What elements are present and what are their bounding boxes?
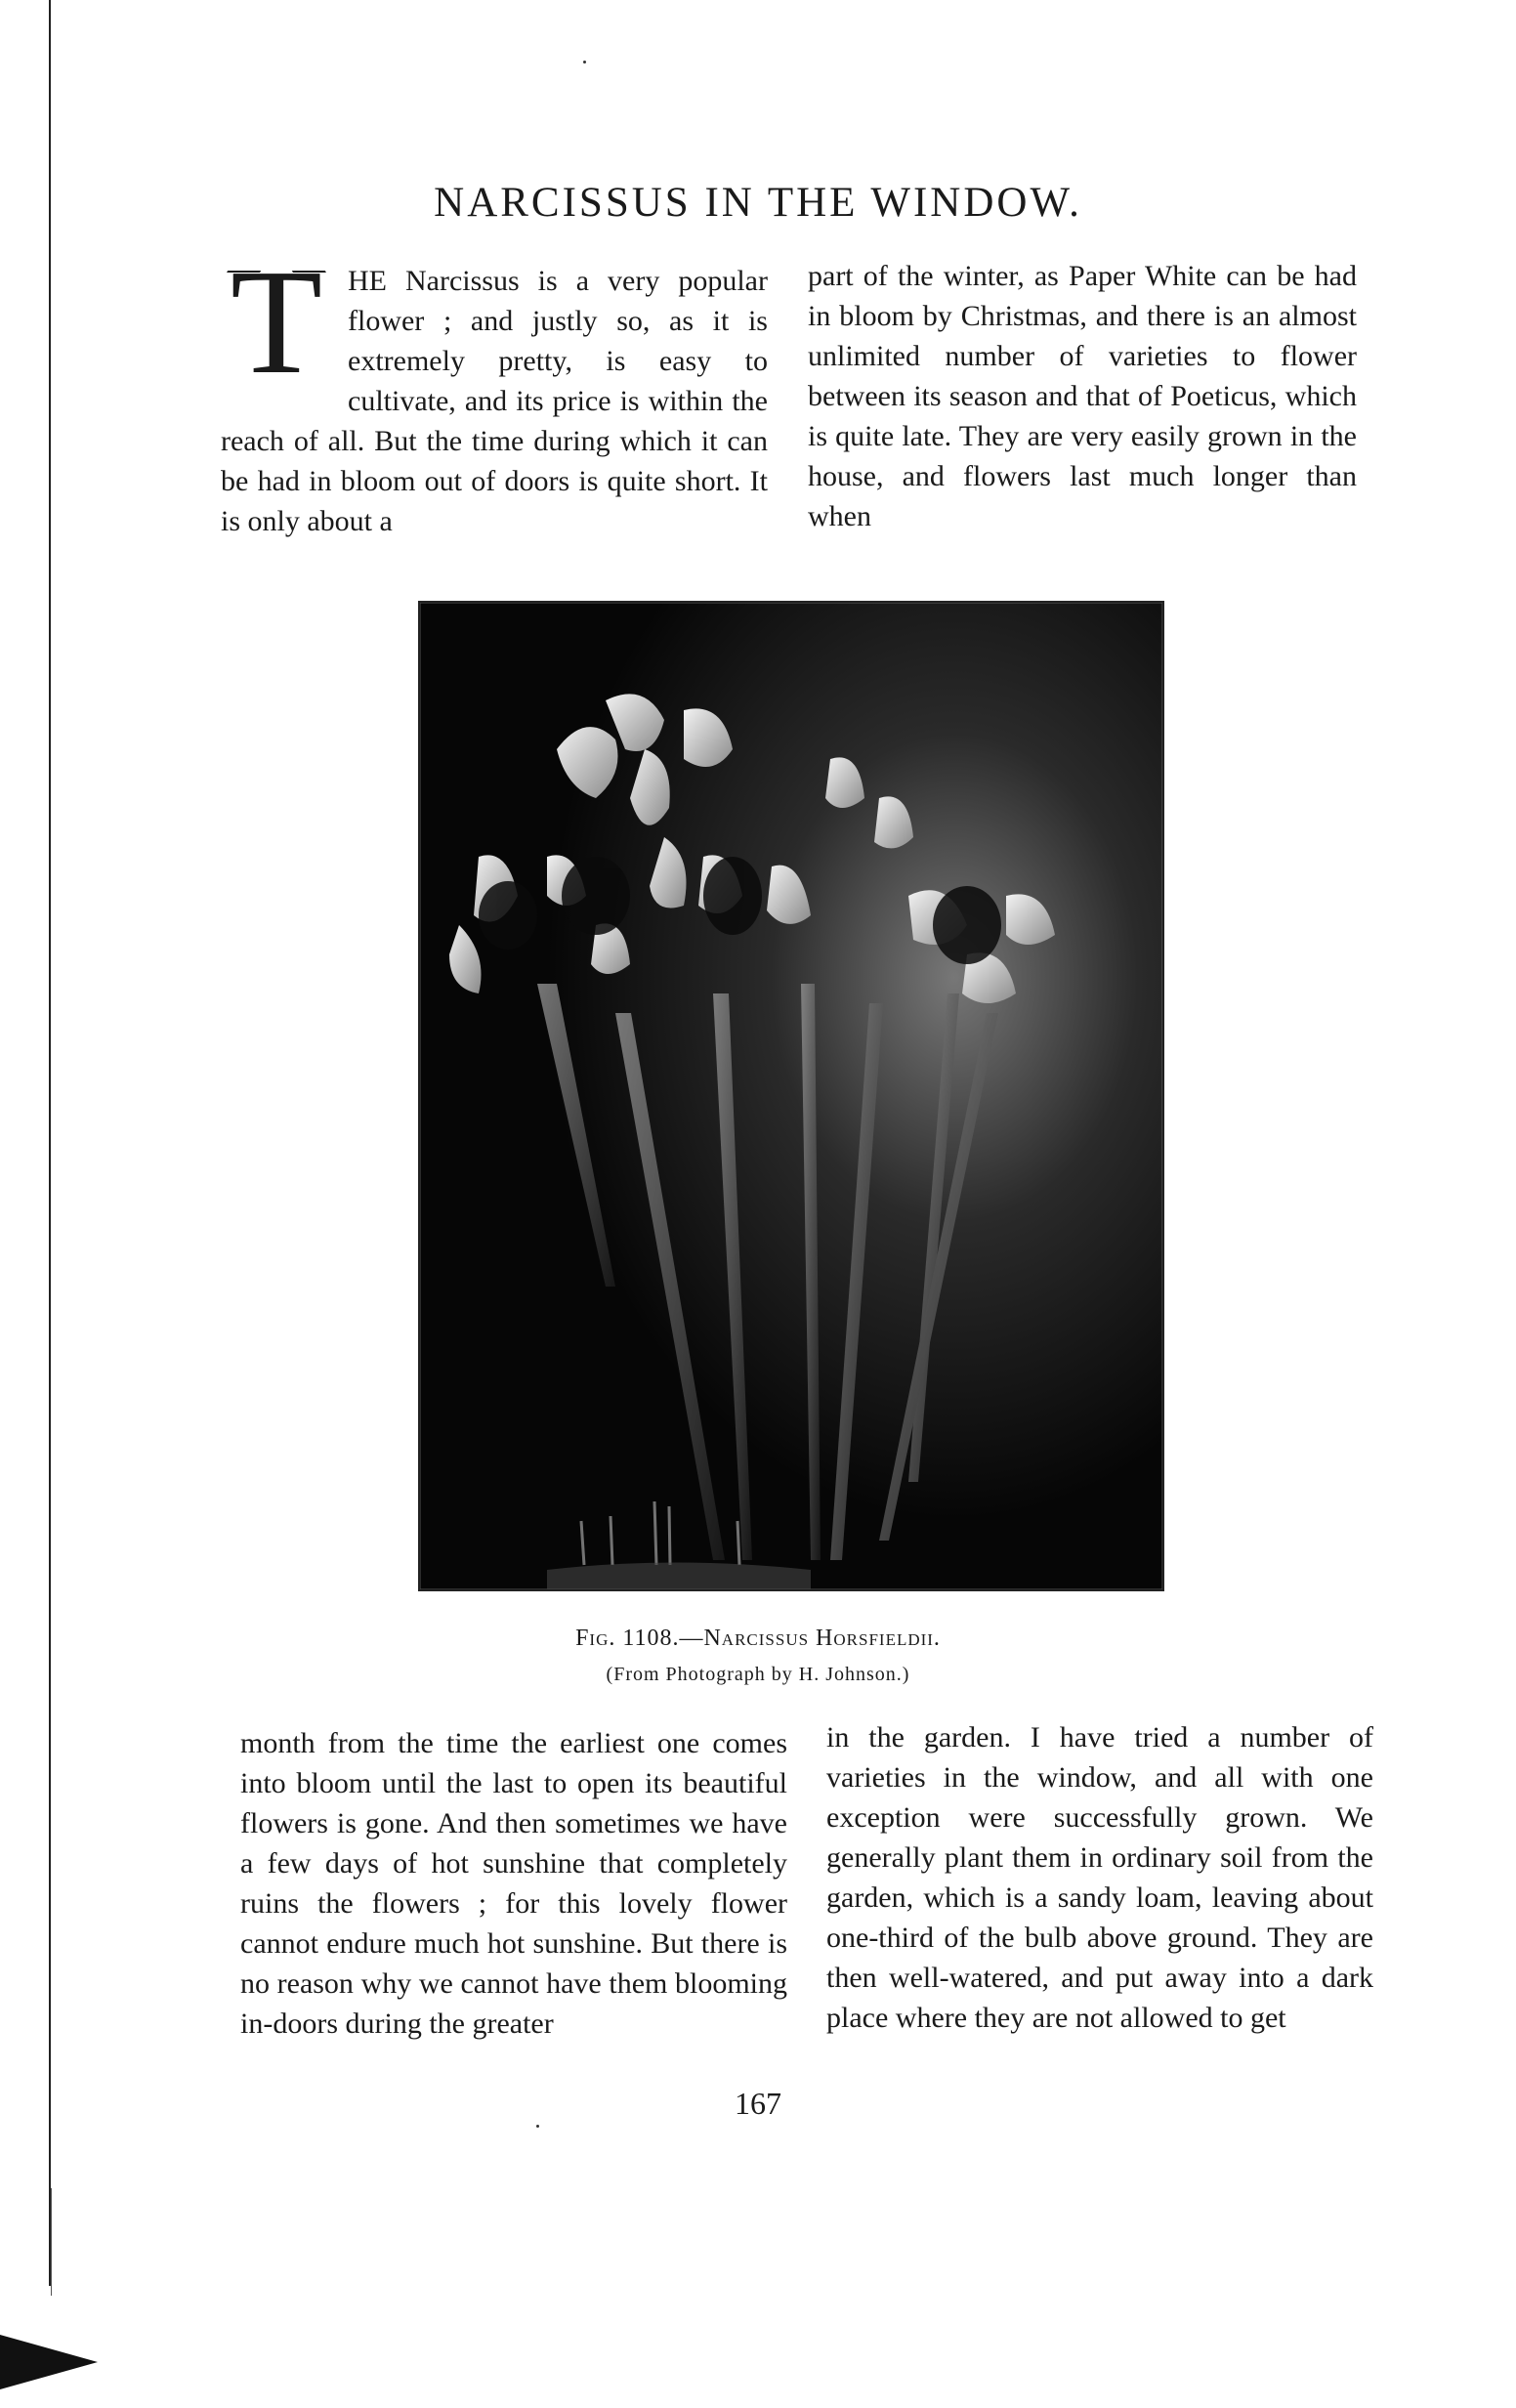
column-top-right — [808, 256, 1357, 536]
speck — [583, 61, 586, 63]
page-margin-rule — [49, 0, 51, 2286]
column-bottom-left — [240, 1723, 787, 2044]
paragraph-bottom-left: month from the time the earliest one comes into bloom until the last to open its beautiful flowers is gone. And then sometimes we have a few days of hot sunshine that completely ruins the flowers ; for this lovely flower cannot endure much hot sunshine. But there is no reason why we cannot have them blooming in-doors during the greater — [240, 1727, 787, 2040]
figure-credit: (From Photograph by H. Johnson.) — [606, 1664, 910, 1685]
page-title: NARCISSUS IN THE WINDOW. — [434, 180, 1082, 226]
column-top-left — [221, 239, 768, 541]
paragraph-top-right: part of the winter, as Paper White can be had in bloom by Christmas, and there is an almost unlimited number of varieties to flower between its season and that of Poeticus, which is quite late. They are very easily grown in the house, and flowers last much longer than when — [808, 260, 1357, 532]
figure-caption: Fig. 1108.—Narcissus Horsfieldii. — [575, 1626, 941, 1651]
intro-paragraph — [221, 239, 768, 541]
page-corner-mark — [0, 2335, 98, 2389]
intro-text: HE Narcissus is a very popular flower ; and justly so, as it is extremely pretty, is easy to cultivate, and its price is within the reach of all. But the time during which it can be had in bloom out of doors is quite short. It is only about a — [221, 265, 768, 537]
narcissus-photo — [420, 603, 1162, 1589]
paragraph-bottom-right: in the garden. I have tried a number of varieties in the window, and all with one exception were successfully grown. We generally plant them in ordinary soil from the garden, which is a sandy loam, leaving about one-third of the bulb above ground. They are then well-watered, and put away into a dark place where they are not allowed to get — [826, 1721, 1373, 2034]
figure-photograph — [418, 601, 1164, 1591]
page-number: 167 — [735, 2086, 781, 2121]
drop-cap: T — [219, 265, 334, 384]
speck — [536, 2125, 539, 2128]
column-bottom-right — [826, 1717, 1373, 2038]
page-margin-rule-lower — [51, 2188, 52, 2296]
